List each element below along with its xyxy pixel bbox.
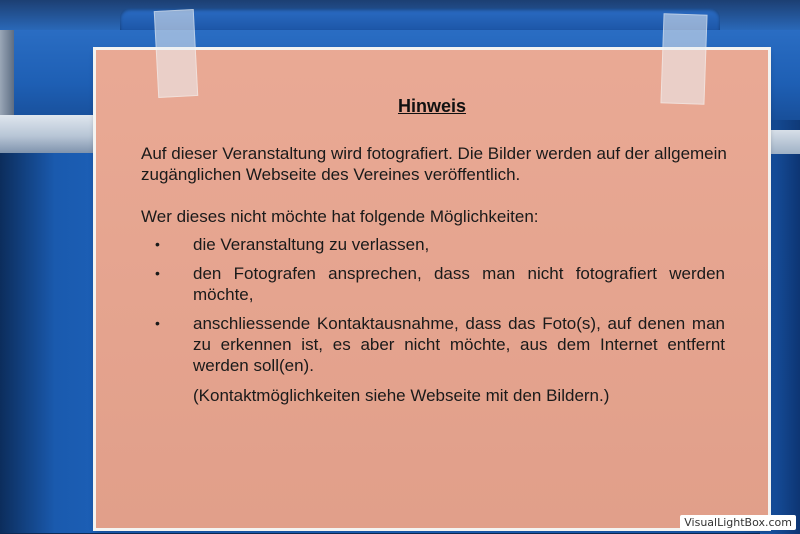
list-item: [155, 263, 725, 305]
watermark-label: VisualLightBox.com: [680, 515, 796, 530]
cooler-rim-left: [0, 115, 100, 153]
sign-paragraph-photography: Auf dieser Veranstaltung wird fotografiert. Die Bilder werden auf der allgemein zugänglichen Webseite des Vereines veröffentlich.: [141, 144, 727, 184]
cooler-body-left: [0, 153, 100, 533]
bullet-icon: •: [155, 265, 160, 281]
sign-paragraph-options-intro: Wer dieses nicht möchte hat folgende Möglichkeiten:: [141, 207, 539, 226]
sign-title: Hinweis: [397, 96, 467, 116]
list-item: [155, 313, 725, 376]
options-list: [155, 234, 725, 376]
list-item: [155, 234, 725, 255]
bullet-icon: •: [155, 315, 160, 331]
cooler-lid-groove: [120, 8, 720, 30]
bullet-icon: •: [155, 236, 160, 252]
adhesive-tape-right: [660, 13, 707, 104]
option-text: anschliessende Kontaktausnahme, dass das Foto(s), auf denen man zu erkennen ist, es aber nicht möchte, aus dem Internet entfernt werden soll(en).: [193, 314, 725, 375]
option-text: die Veranstaltung zu verlassen,: [193, 235, 430, 254]
option-text: den Fotografen ansprechen, dass man nicht fotografiert werden möchte,: [193, 264, 725, 304]
contact-note: (Kontaktmöglichkeiten siehe Webseite mit den Bildern.): [193, 386, 610, 405]
adhesive-tape-left: [154, 9, 198, 98]
